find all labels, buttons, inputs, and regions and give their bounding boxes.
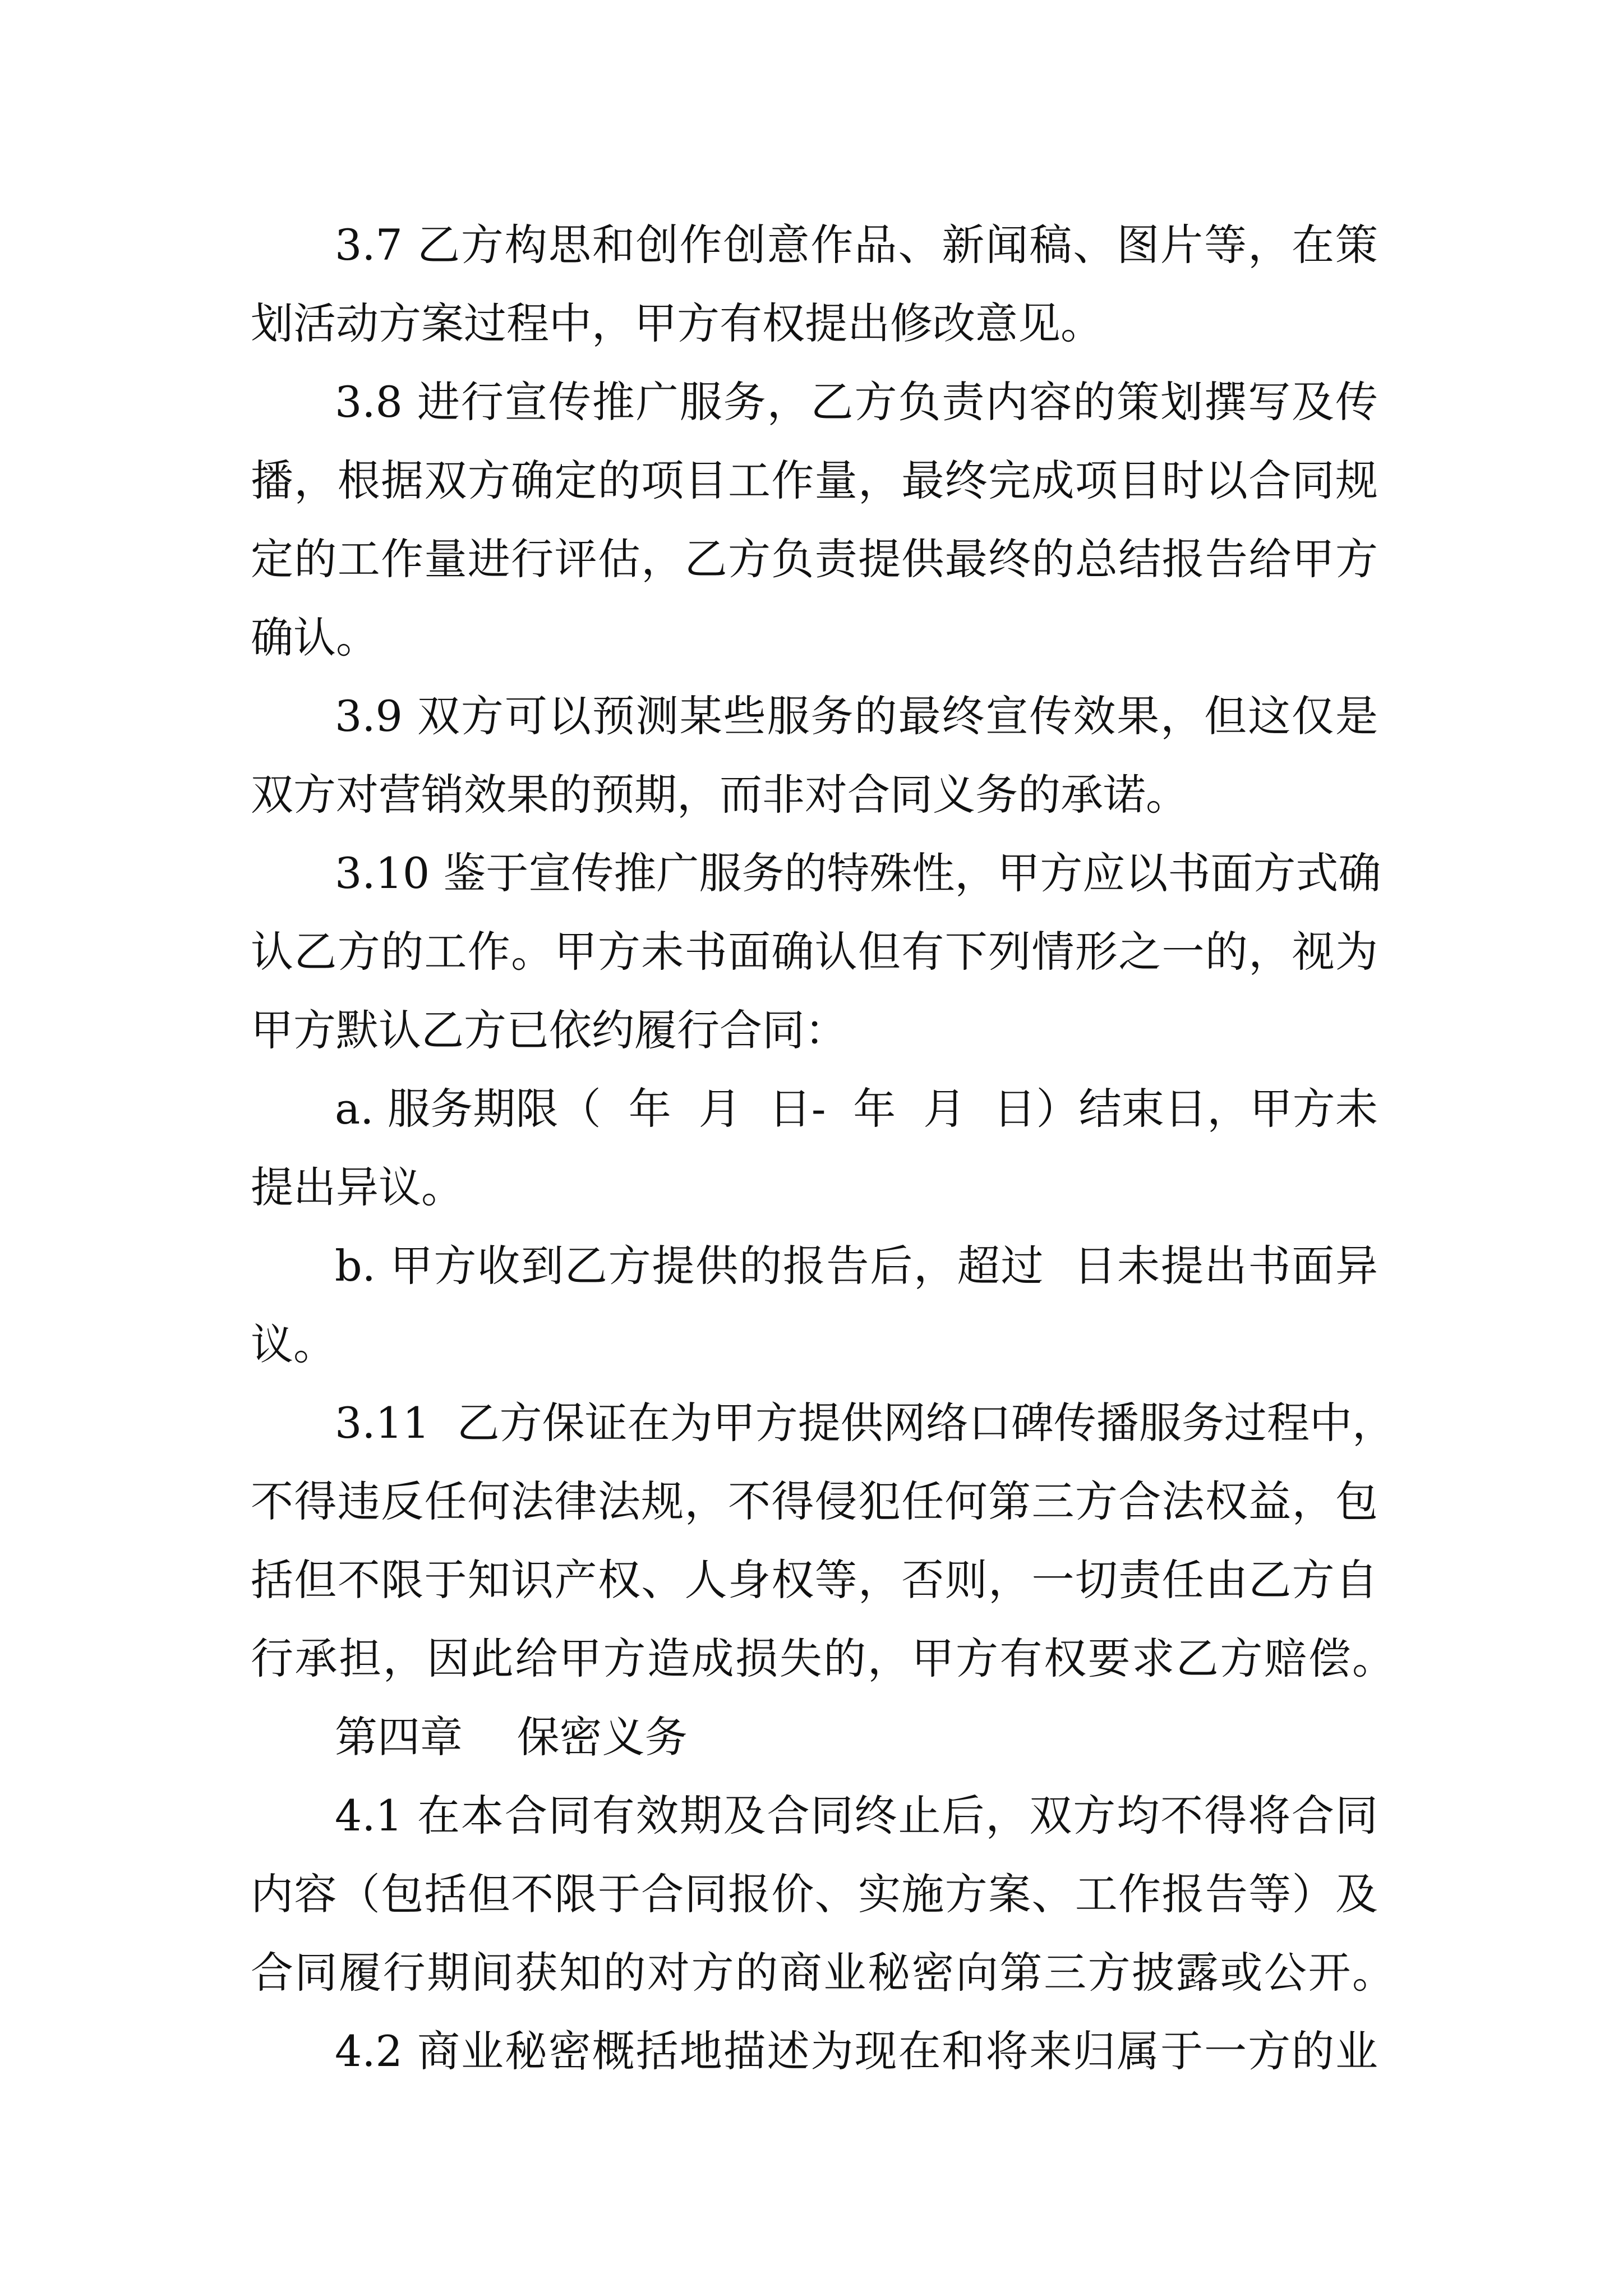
item-b-line-1: b. 甲方收到乙方提供的报告后，超过 日未提出书面异: [335, 1241, 1378, 1291]
paragraph-3-11-line-3: 括但不限于知识产权、人身权等，否则，一切责任由乙方自: [251, 1555, 1378, 1605]
paragraph-3-11-line-1: 3.11 乙方保证在为甲方提供网络口碑传播服务过程中，: [335, 1398, 1395, 1448]
paragraph-4-1-line-2: 内容（包括但不限于合同报价、实施方案、工作报告等）及: [251, 1869, 1378, 1919]
paragraph-3-9-line-1: 3.9 双方可以预测某些服务的最终宣传效果，但这仅是: [335, 691, 1378, 741]
item-a-line-1: a. 服务期限（ 年 月 日- 年 月 日）结束日，甲方未: [335, 1084, 1378, 1134]
item-b-line-2: 议。: [251, 1319, 336, 1369]
paragraph-3-11-line-2: 不得违反任何法律法规，不得侵犯任何第三方合法权益，包: [251, 1476, 1378, 1526]
paragraph-3-10-line-1: 3.10 鉴于宣传推广服务的特殊性，甲方应以书面方式确: [335, 848, 1381, 898]
paragraph-3-10-line-2: 认乙方的工作。甲方未书面确认但有下列情形之一的，视为: [251, 927, 1378, 977]
chapter-4-heading: 第四章 保密义务: [335, 1712, 688, 1762]
paragraph-3-7-line-1: 3.7 乙方构思和创作创意作品、新闻稿、图片等，在策: [335, 220, 1378, 270]
paragraph-3-11-line-4: 行承担，因此给甲方造成损失的，甲方有权要求乙方赔偿。: [251, 1634, 1395, 1683]
paragraph-3-8-line-4: 确认。: [251, 613, 379, 662]
paragraph-3-8-line-1: 3.8 进行宣传推广服务，乙方负责内容的策划撰写及传: [335, 377, 1378, 427]
paragraph-4-2-line-1: 4.2 商业秘密概括地描述为现在和将来归属于一方的业: [335, 2026, 1378, 2076]
paragraph-3-8-line-2: 播，根据双方确定的项目工作量，最终完成项目时以合同规: [251, 455, 1378, 505]
paragraph-4-1-line-1: 4.1 在本合同有效期及合同终止后，双方均不得将合同: [335, 1791, 1378, 1841]
paragraph-4-1-line-3: 合同履行期间获知的对方的商业秘密向第三方披露或公开。: [251, 1948, 1395, 1998]
paragraph-3-7-line-2: 划活动方案过程中，甲方有权提出修改意见。: [251, 298, 1103, 348]
paragraph-3-10-line-3: 甲方默认乙方已依约履行合同：: [251, 1005, 847, 1055]
paragraph-3-9-line-2: 双方对营销效果的预期，而非对合同义务的承诺。: [251, 770, 1188, 820]
item-a-line-2: 提出异议。: [251, 1162, 464, 1212]
paragraph-3-8-line-3: 定的工作量进行评估，乙方负责提供最终的总结报告给甲方: [251, 534, 1378, 584]
